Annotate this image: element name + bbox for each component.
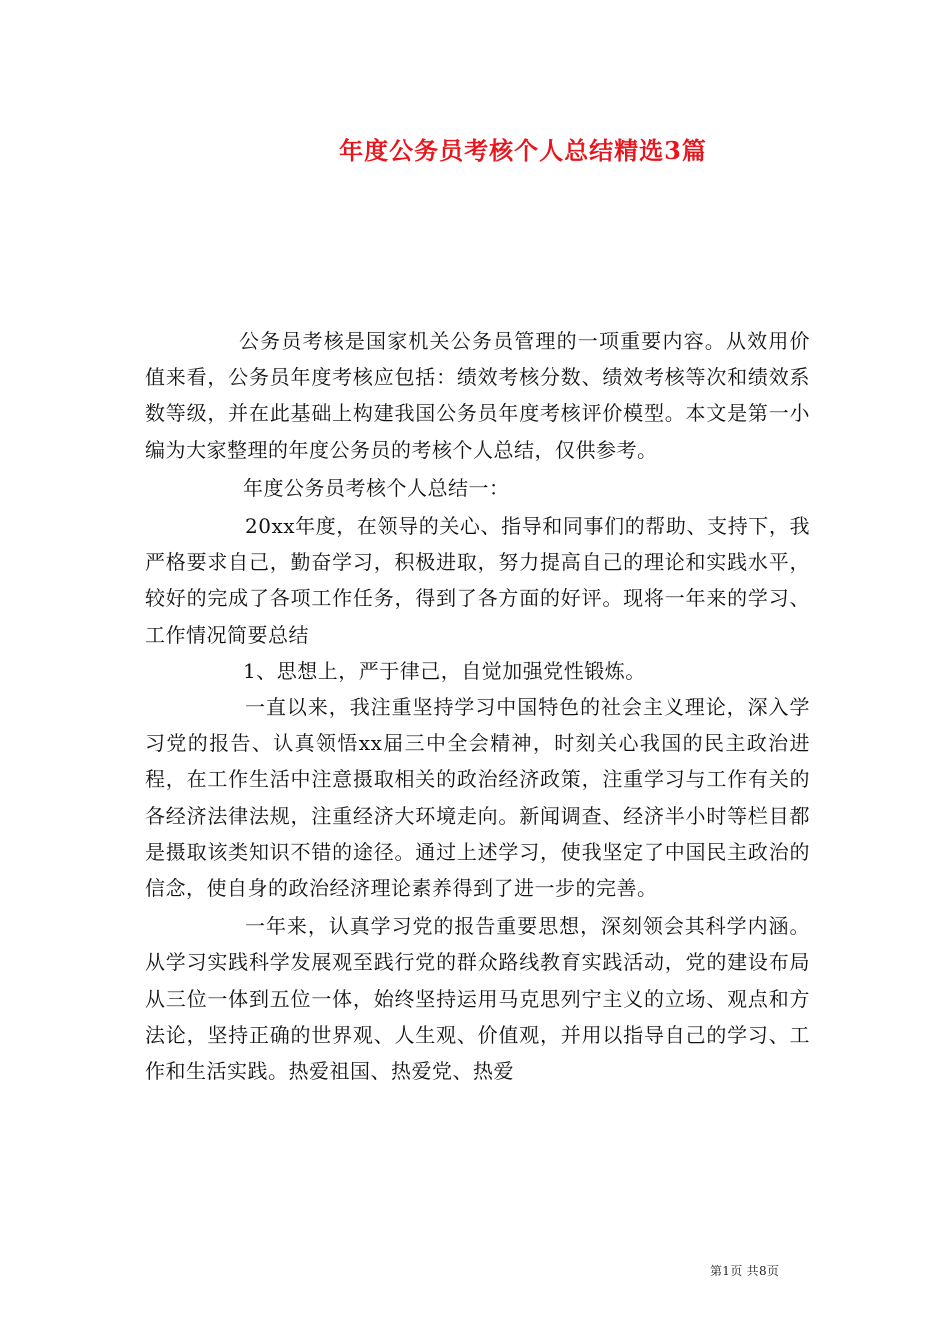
body-paragraph: 20xx年度，在领导的关心、指导和同事们的帮助、支持下，我严格要求自己，勤奋学习，积极进取，努力提高自己的理论和实践水平，较好的完成了各项工作任务，得到了各方面的好评。现将一年来的学习、工作情况简要总结 (145, 514, 810, 647)
document-body (145, 323, 810, 1089)
section-heading: 年度公务员考核个人总结一： (243, 475, 510, 500)
intro-paragraph: 公务员考核是国家机关公务员管理的一项重要内容。从效用价值来看，公务员年度考核应包括：绩效考核分数、绩效考核等次和绩效系数等级，并在此基础上构建我国公务员年度考核评价模型。本文是第一小编为大家整理的年度公务员的考核个人总结，仅供参考。 (145, 329, 810, 462)
page-footer: 第1页 共8页 (710, 1264, 780, 1278)
document-title: 年度公务员考核个人总结精选3篇 (339, 136, 707, 165)
subsection-heading: 1、思想上，严于律己，自觉加强党性锻炼。 (243, 658, 646, 683)
body-paragraph: 一年来，认真学习党的报告重要思想，深刻领会其科学内涵。从学习实践科学发展观至践行党的群众路线教育实践活动，党的建设布局从三位一体到五位一体，始终坚持运用马克思列宁主义的立场、观点和方法论，坚持正确的世界观、人生观、价值观，并用以指导自己的学习、工作和生活实践。热爱祖国、热爱党、热爱 (145, 914, 810, 1084)
body-paragraph: 一直以来，我注重坚持学习中国特色的社会主义理论，深入学习党的报告、认真领悟xx届三中全会精神，时刻关心我国的民主政治进程，在工作生活中注意摄取相关的政治经济政策，注重学习与工作有关的各经济法律法规，注重经济大环境走向。新闻调查、经济半小时等栏目都是摄取该类知识不错的途径。通过上述学习，使我坚定了中国民主政治的信念，使自身的政治经济理论素养得到了进一步的完善。 (145, 695, 810, 901)
